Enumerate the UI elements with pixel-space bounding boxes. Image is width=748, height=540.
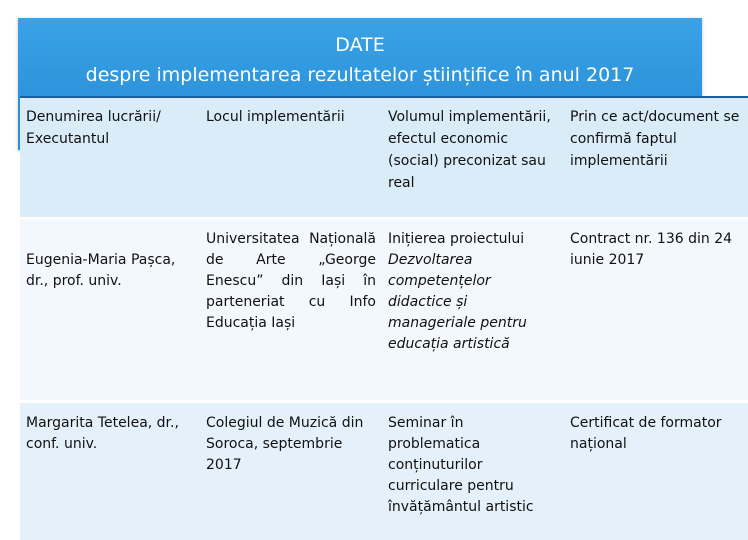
cell-locul — [200, 219, 382, 402]
header-document: Prin ce act/document se confirmă faptul implementării — [564, 97, 748, 219]
cell-executant — [20, 219, 200, 402]
cell-volumul — [382, 219, 564, 402]
cell-document — [564, 219, 748, 402]
volumul-project-title: Dezvoltarea competențelor didactice și manageriale pentru educația artistică — [388, 252, 527, 352]
header-volumul: Volumul implementării, efectul economic (social) preconizat sau real — [382, 97, 564, 219]
volumul-lead: Inițierea proiectului — [388, 231, 525, 247]
cell-executant — [20, 402, 200, 540]
header-locul: Locul implementării — [200, 97, 382, 219]
cell-document — [564, 402, 748, 540]
volumul-lead: Seminar în problematica conținuturilor curriculare pentru învățământul artistic — [388, 415, 534, 515]
locul-text: Colegiul de Muzică din Soroca, septembrie 2017 — [206, 415, 364, 473]
title-line-1: DATE — [335, 34, 385, 56]
table-header-row — [20, 97, 748, 219]
document-text: Contract nr. 136 din 24 iunie 2017 — [570, 231, 733, 268]
table-row — [20, 219, 748, 402]
header-executant: Denumirea lucrării/ Executantul — [20, 97, 200, 219]
table-row — [20, 402, 748, 540]
title-line-2: despre implementarea rezultatelor științifice în anul 2017 — [85, 64, 635, 86]
locul-text: Universitatea Națională de Arte „George Enescu” din Iași în parteneriat cu Info Educația Iași — [206, 231, 376, 331]
executant-text: Margarita Tetelea, dr., conf. univ. — [26, 415, 179, 452]
executant-text: Eugenia-Maria Pașca, dr., prof. univ. — [26, 252, 176, 289]
document-text: Certificat de formator național — [570, 415, 722, 452]
cell-locul — [200, 402, 382, 540]
slide-title — [18, 30, 702, 90]
implementation-table — [20, 96, 748, 540]
cell-volumul — [382, 402, 564, 540]
